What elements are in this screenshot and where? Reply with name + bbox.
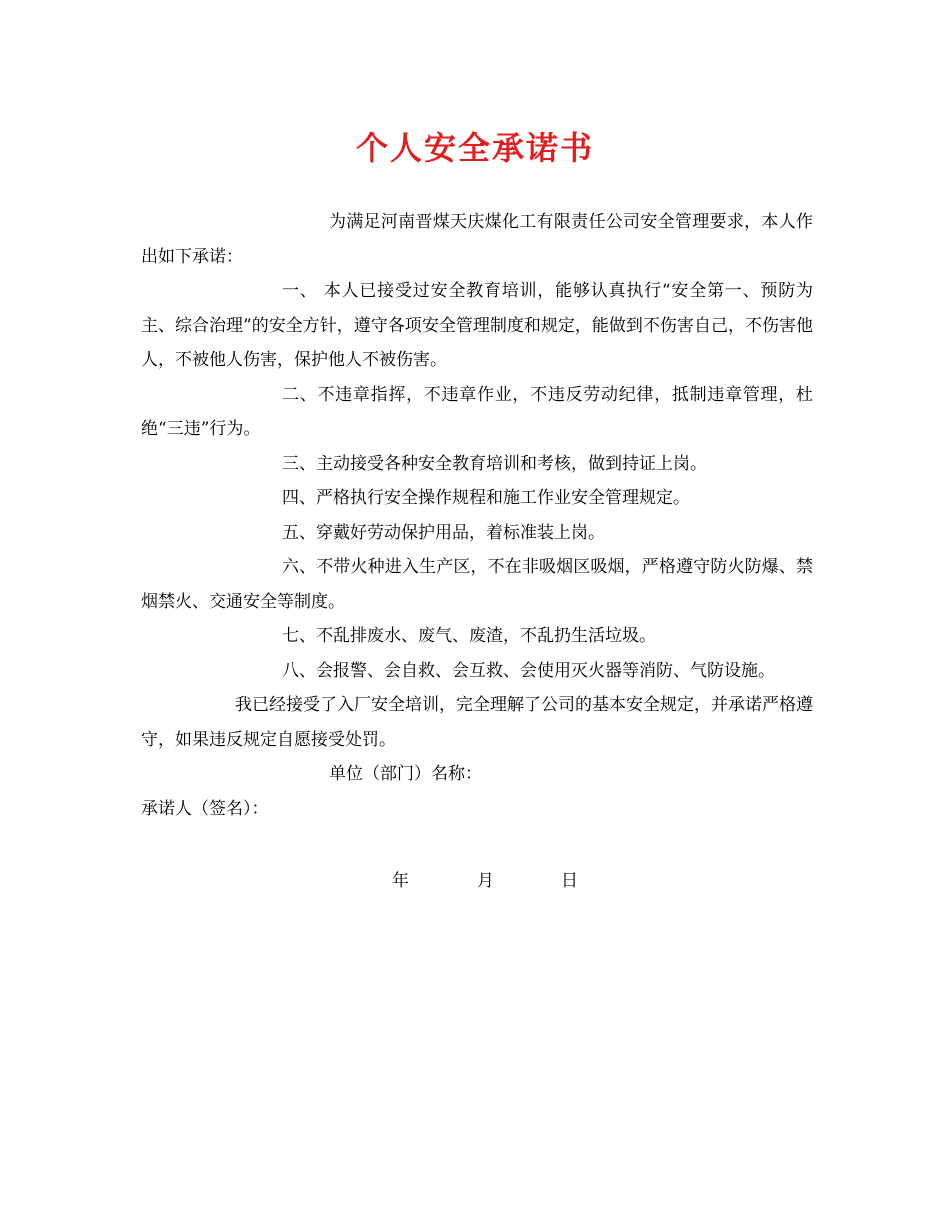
commitment-item-8: 八、会报警、会自救、会互救、会使用灭火器等消防、气防设施。 — [282, 660, 775, 681]
document-title: 个人安全承诺书 — [355, 129, 594, 167]
commitment-item-2: 二、不违章指挥，不违章作业，不违反劳动纪律，抵制违章管理，杜绝“三违”行为。 — [141, 384, 813, 439]
commitment-item-4: 四、严格执行安全操作规程和施工作业安全管理规定。 — [282, 488, 690, 508]
commitment-item-1: 一、 本人已接受过安全教育培训，能够认真执行“安全第一、预防为主、综合治理”的安全方针，遵守各项安全管理制度和规定，能做到不伤害自己，不伤害他人，不被他人伤害，保护他人不被伤害。 — [141, 281, 813, 370]
document-body — [141, 205, 813, 826]
date-year: 年 — [392, 871, 409, 891]
date-month: 月 — [477, 871, 494, 891]
date-day: 日 — [561, 871, 578, 891]
intro-paragraph: 为满足河南晋煤天庆煤化工有限责任公司安全管理要求，本人作出如下承诺： — [141, 212, 813, 267]
commitment-item-7: 七、不乱排废水、废气、废渣，不乱扔生活垃圾。 — [282, 626, 656, 646]
signer-label: 承诺人（签名）： — [141, 798, 269, 819]
closing-paragraph: 我已经接受了入厂安全培训，完全理解了公司的基本安全规定，并承诺严格遵守，如果违反规定自愿接受处罚。 — [141, 695, 813, 750]
commitment-item-5: 五、穿戴好劳动保护用品，着标准装上岗。 — [282, 522, 605, 543]
commitment-item-6: 六、不带火种进入生产区，不在非吸烟区吸烟，严格遵守防火防爆、禁烟禁火、交通安全等制度。 — [141, 557, 813, 612]
commitment-item-3: 三、主动接受各种安全教育培训和考核，做到持证上岗。 — [282, 453, 707, 474]
unit-name-label: 单位（部门）名称： — [329, 764, 482, 784]
